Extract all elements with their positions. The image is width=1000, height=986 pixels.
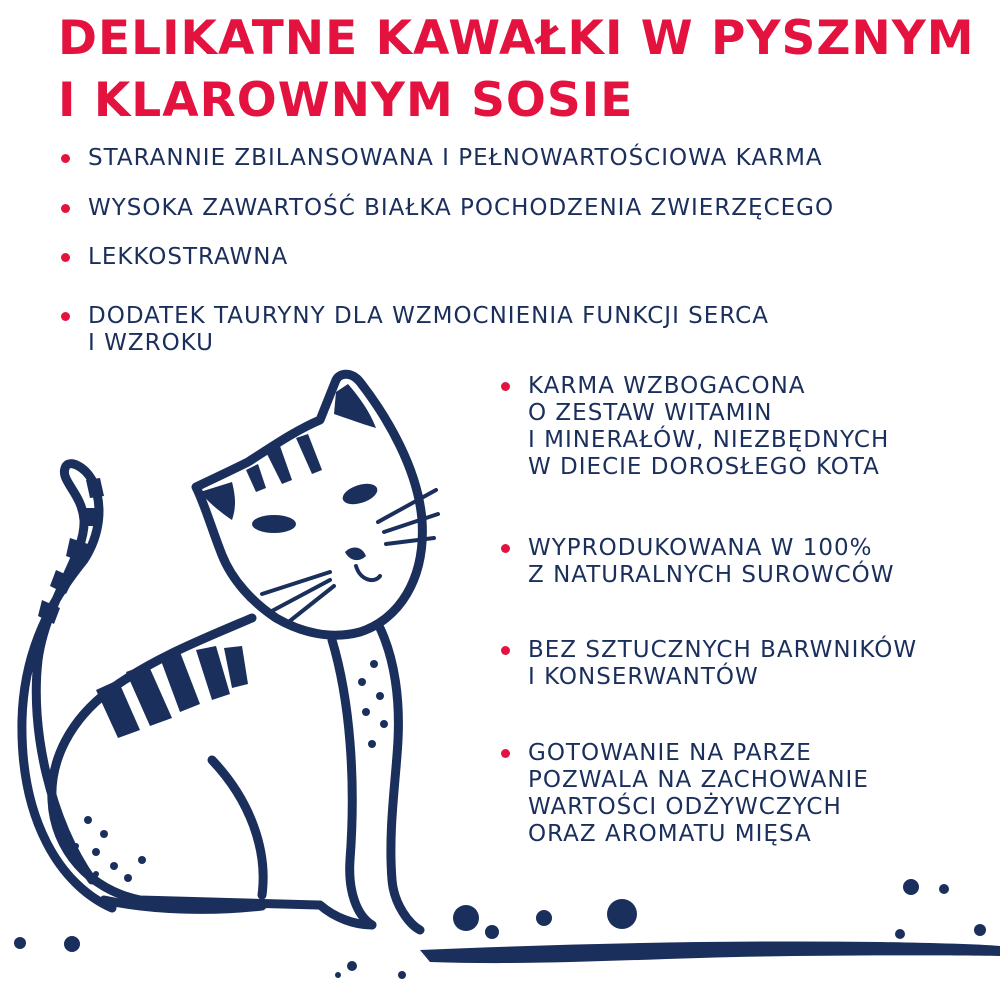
feature-text: BEZ SZTUCZNYCH BARWNIKÓW — [528, 637, 918, 663]
feature-item — [88, 303, 769, 357]
feature-text: O ZESTAW WITAMIN — [528, 400, 773, 426]
feature-text: KARMA WZBOGACONA — [528, 373, 806, 399]
feature-text: W DIECIE DOROSŁEGO KOTA — [528, 454, 880, 480]
feature-item — [88, 145, 823, 172]
feature-text: GOTOWANIE NA PARZE — [528, 740, 812, 766]
feature-text: Z NATURALNYCH SUROWCÓW — [528, 562, 895, 588]
headline-line-1: DELIKATNE KAWAŁKI W PYSZNYM — [58, 11, 975, 66]
feature-text: WYSOKA ZAWARTOŚĆ BIAŁKA POCHODZENIA ZWIERZĘCEGO — [88, 195, 835, 221]
feature-text: WYPRODUKOWANA W 100% — [528, 535, 873, 561]
bullet-dot-icon — [61, 253, 70, 262]
feature-item — [88, 195, 834, 222]
headline-line-2: I KLAROWNYM SOSIE — [58, 73, 634, 128]
feature-text: WARTOŚCI ODŻYWCZYCH — [528, 794, 842, 820]
headline — [58, 8, 988, 132]
feature-text: I MINERAŁÓW, NIEZBĘDNYCH — [528, 427, 890, 453]
feature-text: I KONSERWANTÓW — [528, 664, 759, 690]
bullet-dot-icon — [61, 154, 70, 163]
feature-text: POZWALA NA ZACHOWANIE — [528, 767, 869, 793]
feature-text: DODATEK TAURYNY DLA WZMOCNIENIA FUNKCJI SERCA — [88, 303, 769, 329]
bullet-dot-icon — [61, 312, 70, 321]
feature-text: LEKKOSTRAWNA — [88, 244, 289, 270]
feature-text: I WZROKU — [88, 330, 214, 356]
feature-text: ORAZ AROMATU MIĘSA — [528, 821, 812, 847]
bullet-dot-icon — [61, 204, 70, 213]
cat-illustration-icon — [0, 360, 1000, 986]
feature-text: STARANNIE ZBILANSOWANA I PEŁNOWARTOŚCIOWA KARMA — [88, 145, 823, 171]
feature-item — [88, 244, 288, 271]
